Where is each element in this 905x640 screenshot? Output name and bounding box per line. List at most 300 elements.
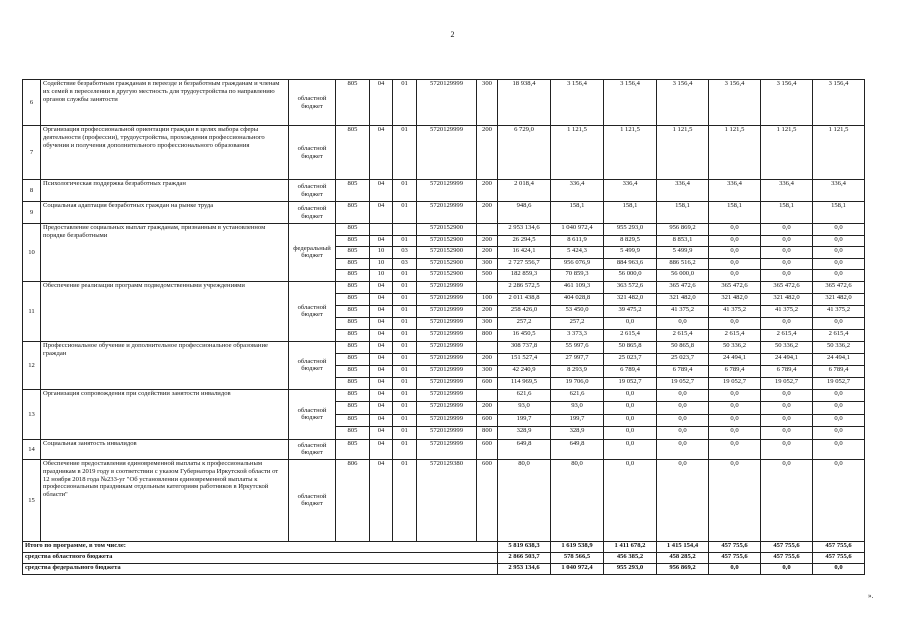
amount-cell: 461 109,3 <box>551 281 604 293</box>
amount-cell: 80,0 <box>551 459 604 541</box>
amount-cell: 2 286 572,5 <box>498 281 551 293</box>
section-code: 04 <box>370 377 393 389</box>
amount-cell: 0,0 <box>604 414 657 427</box>
amount-cell: 19 052,7 <box>657 377 709 389</box>
amount-cell: 1 121,5 <box>657 126 709 180</box>
amount-cell: 404 028,8 <box>551 293 604 305</box>
amount-cell: 56 000,0 <box>604 270 657 282</box>
amount-cell: 1 121,5 <box>604 126 657 180</box>
amount-cell: 0,0 <box>709 427 761 440</box>
admin-code: 805 <box>336 389 370 402</box>
amount-cell: 6 789,4 <box>761 365 813 377</box>
total-row <box>23 541 865 552</box>
amount-cell: 24 494,1 <box>709 353 761 365</box>
amount-cell: 336,4 <box>551 180 604 202</box>
expense-type-code <box>477 224 498 236</box>
amount-cell: 0,0 <box>604 459 657 541</box>
activity-name: Содействие безработным гражданам в переезде и безработным гражданам и членам их семей в переселении в другую местность для трудоустройства по направлению органов службы занятости <box>41 80 289 126</box>
amount-cell: 158,1 <box>551 202 604 224</box>
amount-cell: 2 953 134,6 <box>498 224 551 236</box>
amount-cell: 26 294,5 <box>498 235 551 247</box>
row-number: 11 <box>23 281 41 341</box>
target-article-code: 5720129999 <box>417 341 477 353</box>
total-row <box>23 563 865 574</box>
amount-cell: 2 615,4 <box>761 329 813 341</box>
amount-cell: 365 472,6 <box>813 281 865 293</box>
expense-type-code: 500 <box>477 270 498 282</box>
amount-cell: 6 729,0 <box>498 126 551 180</box>
amount-cell: 25 023,7 <box>657 353 709 365</box>
target-article-code: 5720129999 <box>417 180 477 202</box>
amount-cell: 3 156,4 <box>604 80 657 126</box>
amount-cell: 19 052,7 <box>761 377 813 389</box>
amount-cell: 336,4 <box>604 180 657 202</box>
admin-code: 805 <box>336 258 370 270</box>
amount-cell: 0,0 <box>813 258 865 270</box>
subsection-code: 01 <box>393 329 417 341</box>
table-row <box>23 389 865 402</box>
amount-cell: 0,0 <box>709 389 761 402</box>
section-code: 04 <box>370 414 393 427</box>
admin-code: 805 <box>336 270 370 282</box>
subsection-code: 01 <box>393 439 417 459</box>
amount-cell: 158,1 <box>813 202 865 224</box>
admin-code: 805 <box>336 439 370 459</box>
amount-cell: 0,0 <box>604 402 657 415</box>
subsection-code: 01 <box>393 365 417 377</box>
total-amount: 1 411 678,2 <box>604 541 657 552</box>
amount-cell: 158,1 <box>709 202 761 224</box>
amount-cell: 0,0 <box>657 427 709 440</box>
total-amount: 1 619 538,9 <box>551 541 604 552</box>
amount-cell: 0,0 <box>761 389 813 402</box>
amount-cell: 16 424,1 <box>498 247 551 259</box>
amount-cell: 158,1 <box>657 202 709 224</box>
amount-cell: 56 000,0 <box>657 270 709 282</box>
amount-cell: 5 424,3 <box>551 247 604 259</box>
amount-cell: 5 499,9 <box>657 247 709 259</box>
target-article-code: 5720152900 <box>417 224 477 236</box>
funding-source: областной бюджет <box>289 459 336 541</box>
subsection-code: 01 <box>393 459 417 541</box>
amount-cell: 1 040 972,4 <box>551 224 604 236</box>
section-code: 04 <box>370 341 393 353</box>
expense-type-code <box>477 341 498 353</box>
amount-cell: 25 023,7 <box>604 353 657 365</box>
activity-name: Организация профессиональной ориентации граждан в целях выбора сферы деятельности (профессии), трудоустройства, прохождения профессионального обучения и получения дополнительного профессионального образования <box>41 126 289 180</box>
amount-cell: 80,0 <box>498 459 551 541</box>
amount-cell: 0,0 <box>709 235 761 247</box>
amount-cell: 0,0 <box>761 414 813 427</box>
amount-cell: 0,0 <box>604 389 657 402</box>
amount-cell: 257,2 <box>551 317 604 329</box>
amount-cell: 0,0 <box>813 317 865 329</box>
target-article-code: 5720129999 <box>417 353 477 365</box>
subsection-code: 01 <box>393 427 417 440</box>
section-code: 04 <box>370 281 393 293</box>
amount-cell: 16 450,5 <box>498 329 551 341</box>
admin-code: 805 <box>336 353 370 365</box>
subsection-code: 01 <box>393 180 417 202</box>
admin-code: 805 <box>336 281 370 293</box>
amount-cell: 0,0 <box>709 247 761 259</box>
row-number: 15 <box>23 459 41 541</box>
table-row <box>23 439 865 459</box>
amount-cell: 50 865,8 <box>657 341 709 353</box>
admin-code: 805 <box>336 126 370 180</box>
row-number: 10 <box>23 224 41 282</box>
amount-cell: 24 494,1 <box>761 353 813 365</box>
target-article-code: 5720129999 <box>417 317 477 329</box>
total-amount: 457 755,6 <box>813 552 865 563</box>
admin-code: 805 <box>336 341 370 353</box>
amount-cell: 0,0 <box>813 389 865 402</box>
amount-cell: 0,0 <box>604 439 657 459</box>
amount-cell: 948,6 <box>498 202 551 224</box>
amount-cell: 1 121,5 <box>709 126 761 180</box>
amount-cell: 321 482,0 <box>709 293 761 305</box>
amount-cell: 257,2 <box>498 317 551 329</box>
admin-code: 805 <box>336 305 370 317</box>
amount-cell: 0,0 <box>761 439 813 459</box>
amount-cell: 6 789,4 <box>604 365 657 377</box>
target-article-code: 5720129999 <box>417 427 477 440</box>
table-row <box>23 202 865 224</box>
amount-cell: 321 482,0 <box>761 293 813 305</box>
amount-cell: 70 859,3 <box>551 270 604 282</box>
amount-cell: 0,0 <box>604 427 657 440</box>
expense-type-code: 200 <box>477 247 498 259</box>
total-amount: 457 755,6 <box>709 541 761 552</box>
admin-code: 805 <box>336 329 370 341</box>
section-code: 10 <box>370 258 393 270</box>
total-amount: 2 866 503,7 <box>498 552 551 563</box>
amount-cell: 0,0 <box>813 427 865 440</box>
expense-type-code: 600 <box>477 414 498 427</box>
admin-code: 805 <box>336 247 370 259</box>
table-row <box>23 281 865 293</box>
target-article-code: 5720129999 <box>417 389 477 402</box>
funding-source: областной бюджет <box>289 389 336 439</box>
expense-type-code: 100 <box>477 293 498 305</box>
section-code: 04 <box>370 80 393 126</box>
target-article-code: 5720152900 <box>417 258 477 270</box>
amount-cell: 2 615,4 <box>604 329 657 341</box>
amount-cell: 649,8 <box>551 439 604 459</box>
subsection-code: 01 <box>393 270 417 282</box>
subsection-code: 01 <box>393 235 417 247</box>
activity-name: Организация сопровождения при содействии занятости инвалидов <box>41 389 289 439</box>
amount-cell: 0,0 <box>709 224 761 236</box>
expense-type-code: 800 <box>477 427 498 440</box>
amount-cell: 328,9 <box>498 427 551 440</box>
amount-cell: 321 482,0 <box>604 293 657 305</box>
amount-cell: 365 472,6 <box>657 281 709 293</box>
total-amount: 457 755,6 <box>813 541 865 552</box>
amount-cell: 3 156,4 <box>657 80 709 126</box>
amount-cell: 886 516,2 <box>657 258 709 270</box>
activity-name: Профессиональное обучение и дополнительное профессиональное образование граждан <box>41 341 289 389</box>
amount-cell: 2 727 556,7 <box>498 258 551 270</box>
subsection-code: 01 <box>393 317 417 329</box>
admin-code: 805 <box>336 224 370 236</box>
total-amount: 1 040 972,4 <box>551 563 604 574</box>
amount-cell: 19 706,0 <box>551 377 604 389</box>
admin-code: 805 <box>336 377 370 389</box>
amount-cell: 1 121,5 <box>813 126 865 180</box>
amount-cell: 0,0 <box>761 317 813 329</box>
total-amount: 457 755,6 <box>709 552 761 563</box>
section-code <box>370 224 393 236</box>
admin-code: 805 <box>336 402 370 415</box>
section-code: 04 <box>370 235 393 247</box>
admin-code: 805 <box>336 427 370 440</box>
section-code: 04 <box>370 329 393 341</box>
amount-cell: 0,0 <box>761 459 813 541</box>
row-number: 13 <box>23 389 41 439</box>
expense-type-code: 600 <box>477 439 498 459</box>
amount-cell: 50 865,8 <box>604 341 657 353</box>
expense-type-code: 200 <box>477 305 498 317</box>
amount-cell: 0,0 <box>709 402 761 415</box>
subsection-code <box>393 224 417 236</box>
row-number: 8 <box>23 180 41 202</box>
amount-cell: 363 572,6 <box>604 281 657 293</box>
amount-cell: 158,1 <box>604 202 657 224</box>
table-row <box>23 459 865 541</box>
row-number: 7 <box>23 126 41 180</box>
row-number: 9 <box>23 202 41 224</box>
amount-cell: 336,4 <box>709 180 761 202</box>
target-article-code: 5720129999 <box>417 126 477 180</box>
amount-cell: 0,0 <box>657 317 709 329</box>
subsection-code: 01 <box>393 202 417 224</box>
amount-cell: 0,0 <box>761 402 813 415</box>
total-amount: 5 819 638,3 <box>498 541 551 552</box>
amount-cell: 321 482,0 <box>813 293 865 305</box>
amount-cell: 621,6 <box>498 389 551 402</box>
row-number: 6 <box>23 80 41 126</box>
section-code: 04 <box>370 126 393 180</box>
total-amount: 457 755,6 <box>761 552 813 563</box>
total-amount: 458 285,2 <box>657 552 709 563</box>
table-row <box>23 80 865 126</box>
amount-cell: 328,9 <box>551 427 604 440</box>
admin-code: 805 <box>336 80 370 126</box>
subsection-code: 01 <box>393 281 417 293</box>
amount-cell: 884 963,6 <box>604 258 657 270</box>
amount-cell: 41 375,2 <box>709 305 761 317</box>
amount-cell: 0,0 <box>657 439 709 459</box>
row-number: 14 <box>23 439 41 459</box>
amount-cell: 0,0 <box>761 270 813 282</box>
amount-cell: 1 121,5 <box>761 126 813 180</box>
admin-code: 805 <box>336 317 370 329</box>
target-article-code: 5720129999 <box>417 293 477 305</box>
page-number: 2 <box>450 30 455 39</box>
amount-cell: 0,0 <box>813 224 865 236</box>
amount-cell: 114 969,5 <box>498 377 551 389</box>
amount-cell: 93,0 <box>498 402 551 415</box>
target-article-code: 5720129999 <box>417 202 477 224</box>
amount-cell: 199,7 <box>498 414 551 427</box>
program-budget-table <box>22 79 865 575</box>
activity-name: Обеспечение реализации программ подведомственными учреждениями <box>41 281 289 341</box>
amount-cell: 956 076,9 <box>551 258 604 270</box>
section-code: 04 <box>370 389 393 402</box>
table-row <box>23 180 865 202</box>
total-amount: 1 415 154,4 <box>657 541 709 552</box>
amount-cell: 336,4 <box>761 180 813 202</box>
amount-cell: 2 615,4 <box>657 329 709 341</box>
total-amount: 956 869,2 <box>657 563 709 574</box>
total-amount: 578 566,5 <box>551 552 604 563</box>
expense-type-code: 300 <box>477 258 498 270</box>
amount-cell: 53 450,0 <box>551 305 604 317</box>
target-article-code: 5720152900 <box>417 235 477 247</box>
expense-type-code: 200 <box>477 126 498 180</box>
amount-cell: 321 482,0 <box>657 293 709 305</box>
amount-cell: 0,0 <box>761 427 813 440</box>
target-article-code: 5720129380 <box>417 459 477 541</box>
subsection-code: 01 <box>393 377 417 389</box>
amount-cell: 649,8 <box>498 439 551 459</box>
amount-cell: 336,4 <box>813 180 865 202</box>
total-label: средства областного бюджета <box>23 552 498 563</box>
expense-type-code: 600 <box>477 459 498 541</box>
target-article-code: 5720129999 <box>417 402 477 415</box>
amount-cell: 8 853,1 <box>657 235 709 247</box>
table-row <box>23 224 865 236</box>
total-amount: 0,0 <box>761 563 813 574</box>
admin-code: 806 <box>336 459 370 541</box>
amount-cell: 0,0 <box>709 258 761 270</box>
amount-cell: 0,0 <box>657 389 709 402</box>
amount-cell: 0,0 <box>657 402 709 415</box>
subsection-code: 01 <box>393 305 417 317</box>
section-code: 04 <box>370 439 393 459</box>
section-code: 04 <box>370 305 393 317</box>
subsection-code: 01 <box>393 80 417 126</box>
section-code: 04 <box>370 202 393 224</box>
amount-cell: 3 156,4 <box>813 80 865 126</box>
amount-cell: 365 472,6 <box>761 281 813 293</box>
amount-cell: 0,0 <box>813 235 865 247</box>
activity-name: Социальная занятость инвалидов <box>41 439 289 459</box>
section-code: 10 <box>370 270 393 282</box>
amount-cell: 199,7 <box>551 414 604 427</box>
amount-cell: 39 475,2 <box>604 305 657 317</box>
subsection-code: 01 <box>393 353 417 365</box>
amount-cell: 365 472,6 <box>709 281 761 293</box>
amount-cell: 8 829,5 <box>604 235 657 247</box>
amount-cell: 18 938,4 <box>498 80 551 126</box>
amount-cell: 1 121,5 <box>551 126 604 180</box>
amount-cell: 0,0 <box>761 247 813 259</box>
expense-type-code: 200 <box>477 235 498 247</box>
amount-cell: 2 615,4 <box>709 329 761 341</box>
amount-cell: 0,0 <box>709 270 761 282</box>
subsection-code: 01 <box>393 389 417 402</box>
total-amount: 457 755,6 <box>761 541 813 552</box>
amount-cell: 50 336,2 <box>813 341 865 353</box>
funding-source: областной бюджет <box>289 281 336 341</box>
amount-cell: 182 859,3 <box>498 270 551 282</box>
section-code: 04 <box>370 402 393 415</box>
amount-cell: 0,0 <box>813 247 865 259</box>
amount-cell: 308 737,8 <box>498 341 551 353</box>
total-amount: 0,0 <box>709 563 761 574</box>
funding-source: областной бюджет <box>289 439 336 459</box>
amount-cell: 27 997,7 <box>551 353 604 365</box>
section-code: 04 <box>370 365 393 377</box>
admin-code: 805 <box>336 202 370 224</box>
expense-type-code: 800 <box>477 329 498 341</box>
amount-cell: 621,6 <box>551 389 604 402</box>
amount-cell: 19 052,7 <box>813 377 865 389</box>
amount-cell: 0,0 <box>709 439 761 459</box>
amount-cell: 6 789,4 <box>709 365 761 377</box>
section-code: 04 <box>370 427 393 440</box>
amount-cell: 336,4 <box>657 180 709 202</box>
closing-quote-mark: ». <box>868 592 874 600</box>
section-code: 04 <box>370 180 393 202</box>
expense-type-code: 300 <box>477 80 498 126</box>
amount-cell: 55 997,6 <box>551 341 604 353</box>
section-code: 04 <box>370 353 393 365</box>
activity-name: Предоставление социальных выплат гражданам, признанным в установленном порядке безработными <box>41 224 289 282</box>
amount-cell: 41 375,2 <box>657 305 709 317</box>
target-article-code: 5720129999 <box>417 281 477 293</box>
amount-cell: 0,0 <box>761 235 813 247</box>
admin-code: 805 <box>336 235 370 247</box>
target-article-code: 5720129999 <box>417 365 477 377</box>
funding-source: областной бюджет <box>289 180 336 202</box>
amount-cell: 41 375,2 <box>813 305 865 317</box>
target-article-code: 5720129999 <box>417 329 477 341</box>
total-amount: 955 293,0 <box>604 563 657 574</box>
activity-name: Социальная адаптация безработных граждан на рынке труда <box>41 202 289 224</box>
amount-cell: 0,0 <box>709 414 761 427</box>
funding-source: федеральный бюджет <box>289 224 336 282</box>
expense-type-code: 200 <box>477 353 498 365</box>
amount-cell: 19 052,7 <box>604 377 657 389</box>
table-row <box>23 341 865 353</box>
amount-cell: 0,0 <box>657 414 709 427</box>
expense-type-code: 300 <box>477 365 498 377</box>
admin-code: 805 <box>336 180 370 202</box>
target-article-code: 5720129999 <box>417 377 477 389</box>
amount-cell: 956 869,2 <box>657 224 709 236</box>
table-row <box>23 126 865 180</box>
amount-cell: 8 611,9 <box>551 235 604 247</box>
amount-cell: 50 336,2 <box>761 341 813 353</box>
section-code: 04 <box>370 317 393 329</box>
amount-cell: 0,0 <box>761 258 813 270</box>
subsection-code: 01 <box>393 402 417 415</box>
amount-cell: 2 018,4 <box>498 180 551 202</box>
target-article-code: 5720152900 <box>417 270 477 282</box>
target-article-code: 5720129999 <box>417 439 477 459</box>
subsection-code: 03 <box>393 247 417 259</box>
amount-cell: 0,0 <box>604 317 657 329</box>
total-label: средства федерального бюджета <box>23 563 498 574</box>
amount-cell: 41 375,2 <box>761 305 813 317</box>
expense-type-code: 300 <box>477 317 498 329</box>
amount-cell: 93,0 <box>551 402 604 415</box>
total-label: Итого по программе, в том числе: <box>23 541 498 552</box>
expense-type-code: 600 <box>477 377 498 389</box>
